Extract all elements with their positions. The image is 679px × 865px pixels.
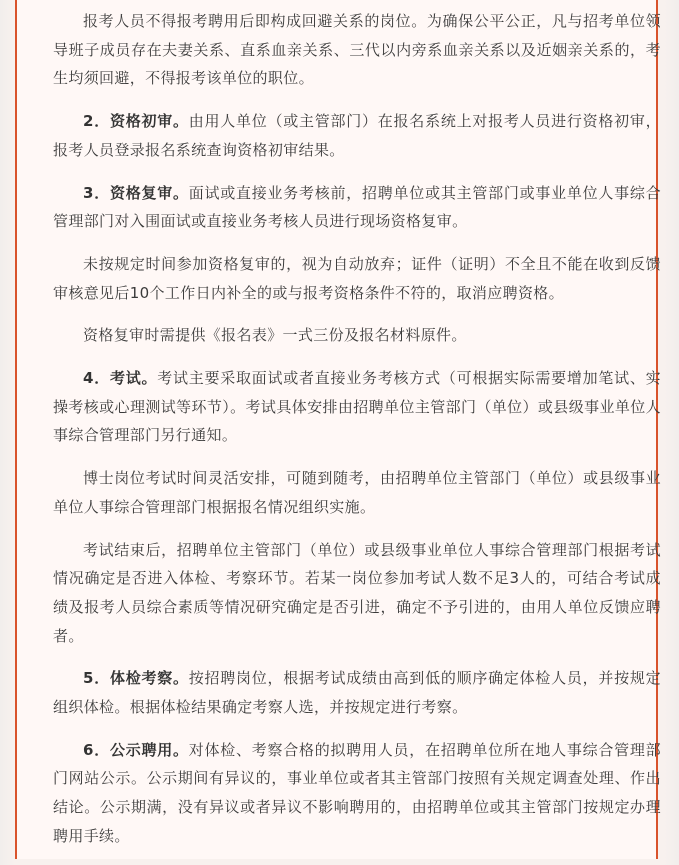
section-heading: 6．公示聘用。 bbox=[83, 740, 189, 759]
article-panel bbox=[15, 0, 662, 859]
paragraph-re-review bbox=[53, 179, 661, 236]
paragraph-text: 博士岗位考试时间灵活安排，可随到随考，由招聘单位主管部门（单位）或县级事业单位人事综合管理部门根据报名情况组织实施。 bbox=[53, 469, 661, 516]
paragraph-initial-review bbox=[53, 107, 661, 164]
section-heading: 2．资格初审。 bbox=[83, 112, 189, 131]
paragraph-text: 由用人单位（或主管部门）在报名系统上对报考人员进行资格初审，报考人员登录报名系统查询资格初审结果。 bbox=[53, 112, 661, 159]
paragraph-text: 面试或直接业务考核前，招聘单位或其主管部门或事业单位人事综合管理部门对入围面试或直接业务考核人员进行现场资格复审。 bbox=[53, 183, 661, 231]
section-heading: 3．资格复审。 bbox=[83, 183, 189, 202]
paragraph-exam-results bbox=[53, 536, 661, 651]
paragraph-text: 资格复审时需提供《报名表》一式三份及报名材料原件。 bbox=[83, 326, 467, 345]
section-heading: 5．体检考察。 bbox=[83, 669, 189, 688]
paragraph-text: 考试主要采取面试或者直接业务考核方式（可根据实际需要增加笔试、实操考核或心理测试等环节）。考试具体安排由招聘单位主管部门（单位）或县级事业单位人事综合管理部门另行通知。 bbox=[53, 369, 662, 445]
paragraph-publicity-hiring bbox=[53, 736, 661, 851]
paragraph-re-review-rules bbox=[53, 250, 661, 307]
paragraph-exam bbox=[53, 364, 661, 450]
paragraph-avoidance bbox=[53, 7, 661, 93]
paragraph-text: 对体检、考察合格的拟聘用人员，在招聘单位所在地人事综合管理部门网站公示。公示期间有异议的，事业单位或者其主管部门按照有关规定调查处理、作出结论。公示期满，没有异议或者异议不影响聘用的，由招聘单位或其主管部门按规定办理聘用手续。 bbox=[53, 740, 661, 845]
paragraph-medical-check bbox=[53, 664, 661, 721]
paragraph-text: 未按规定时间参加资格复审的，视为自动放弃；证件（证明）不全且不能在收到反馈审核意见后10个工作日内补全的或与报考资格条件不符的，取消应聘资格。 bbox=[53, 254, 661, 302]
paragraph-text: 考试结束后，招聘单位主管部门（单位）或县级事业单位人事综合管理部门根据考试情况确定是否进入体检、考察环节。若某一岗位参加考试人数不足3人的，可结合考试成绩及报考人员综合素质等情况研究确定是否引进，确定不予引进的，由用人单位反馈应聘者。 bbox=[53, 540, 661, 645]
section-heading: 4．考试。 bbox=[83, 369, 158, 388]
paragraph-text: 按招聘岗位，根据考试成绩由高到低的顺序确定体检人员，并按规定组织体检。根据体检结果确定考察人选，并按规定进行考察。 bbox=[53, 669, 661, 717]
paragraph-phd-exam bbox=[53, 464, 661, 521]
paragraph-re-review-materials bbox=[53, 321, 661, 350]
paragraph-text: 报考人员不得报考聘用后即构成回避关系的岗位。为确保公平公正，凡与招考单位领导班子成员存在夫妻关系、直系血亲关系、三代以内旁系血亲关系以及近姻亲关系的，考生均须回避，不得报考该单位的职位。 bbox=[53, 12, 661, 88]
article-content bbox=[53, 7, 661, 865]
